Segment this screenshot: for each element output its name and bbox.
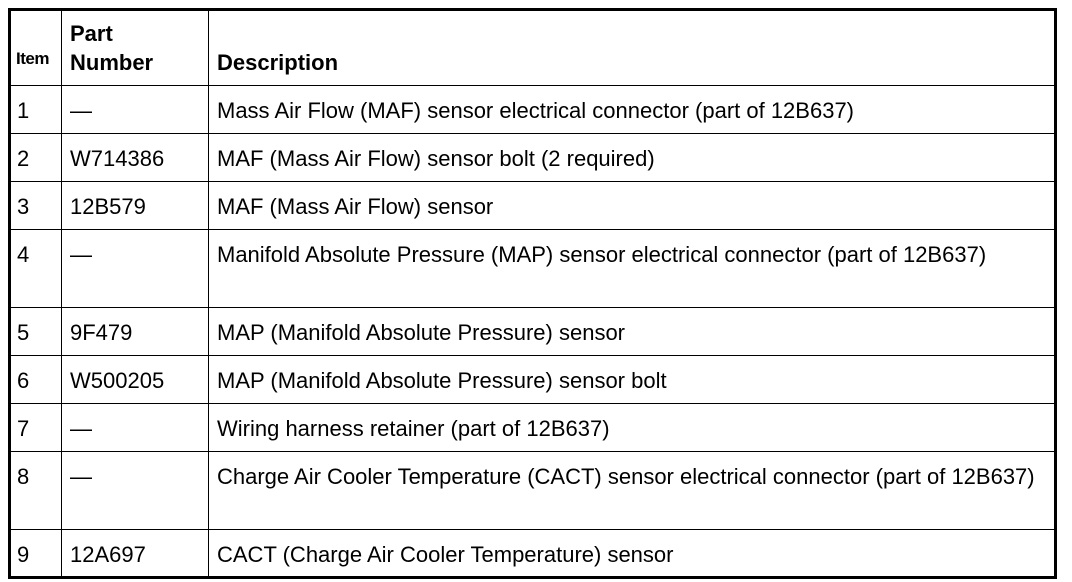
cell-description: CACT (Charge Air Cooler Temperature) sensor xyxy=(209,530,1056,578)
cell-part-number: W714386 xyxy=(62,134,209,182)
header-part-number xyxy=(62,10,209,86)
header-item: Item xyxy=(10,10,62,86)
table-row xyxy=(10,134,1056,182)
table-row xyxy=(10,308,1056,356)
cell-item: 6 xyxy=(10,356,62,404)
header-part-number-line2: Number xyxy=(70,50,154,75)
cell-item: 4 xyxy=(10,230,62,308)
cell-description: MAF (Mass Air Flow) sensor bolt (2 required) xyxy=(209,134,1056,182)
table-body xyxy=(10,86,1056,578)
cell-part-number: — xyxy=(62,230,209,308)
cell-description: Manifold Absolute Pressure (MAP) sensor electrical connector (part of 12B637) xyxy=(209,230,1056,308)
table-header xyxy=(10,10,1056,86)
cell-part-number: 12B579 xyxy=(62,182,209,230)
cell-description: MAF (Mass Air Flow) sensor xyxy=(209,182,1056,230)
cell-description: MAP (Manifold Absolute Pressure) sensor bolt xyxy=(209,356,1056,404)
header-description: Description xyxy=(209,10,1056,86)
parts-table xyxy=(8,8,1057,579)
table-row xyxy=(10,230,1056,308)
cell-part-number: — xyxy=(62,86,209,134)
header-row xyxy=(10,10,1056,86)
cell-item: 8 xyxy=(10,452,62,530)
cell-part-number: W500205 xyxy=(62,356,209,404)
table-row xyxy=(10,404,1056,452)
cell-item: 7 xyxy=(10,404,62,452)
cell-item: 9 xyxy=(10,530,62,578)
cell-part-number: — xyxy=(62,404,209,452)
cell-item: 5 xyxy=(10,308,62,356)
cell-item: 2 xyxy=(10,134,62,182)
table-row xyxy=(10,356,1056,404)
table-row xyxy=(10,86,1056,134)
cell-item: 1 xyxy=(10,86,62,134)
cell-description: Charge Air Cooler Temperature (CACT) sensor electrical connector (part of 12B637) xyxy=(209,452,1056,530)
cell-description: Wiring harness retainer (part of 12B637) xyxy=(209,404,1056,452)
table-row xyxy=(10,530,1056,578)
table-row xyxy=(10,452,1056,530)
cell-part-number: 9F479 xyxy=(62,308,209,356)
cell-description: Mass Air Flow (MAF) sensor electrical connector (part of 12B637) xyxy=(209,86,1056,134)
table-row xyxy=(10,182,1056,230)
cell-item: 3 xyxy=(10,182,62,230)
header-part-number-line1: Part xyxy=(70,21,113,46)
cell-part-number: 12A697 xyxy=(62,530,209,578)
cell-description: MAP (Manifold Absolute Pressure) sensor xyxy=(209,308,1056,356)
cell-part-number: — xyxy=(62,452,209,530)
